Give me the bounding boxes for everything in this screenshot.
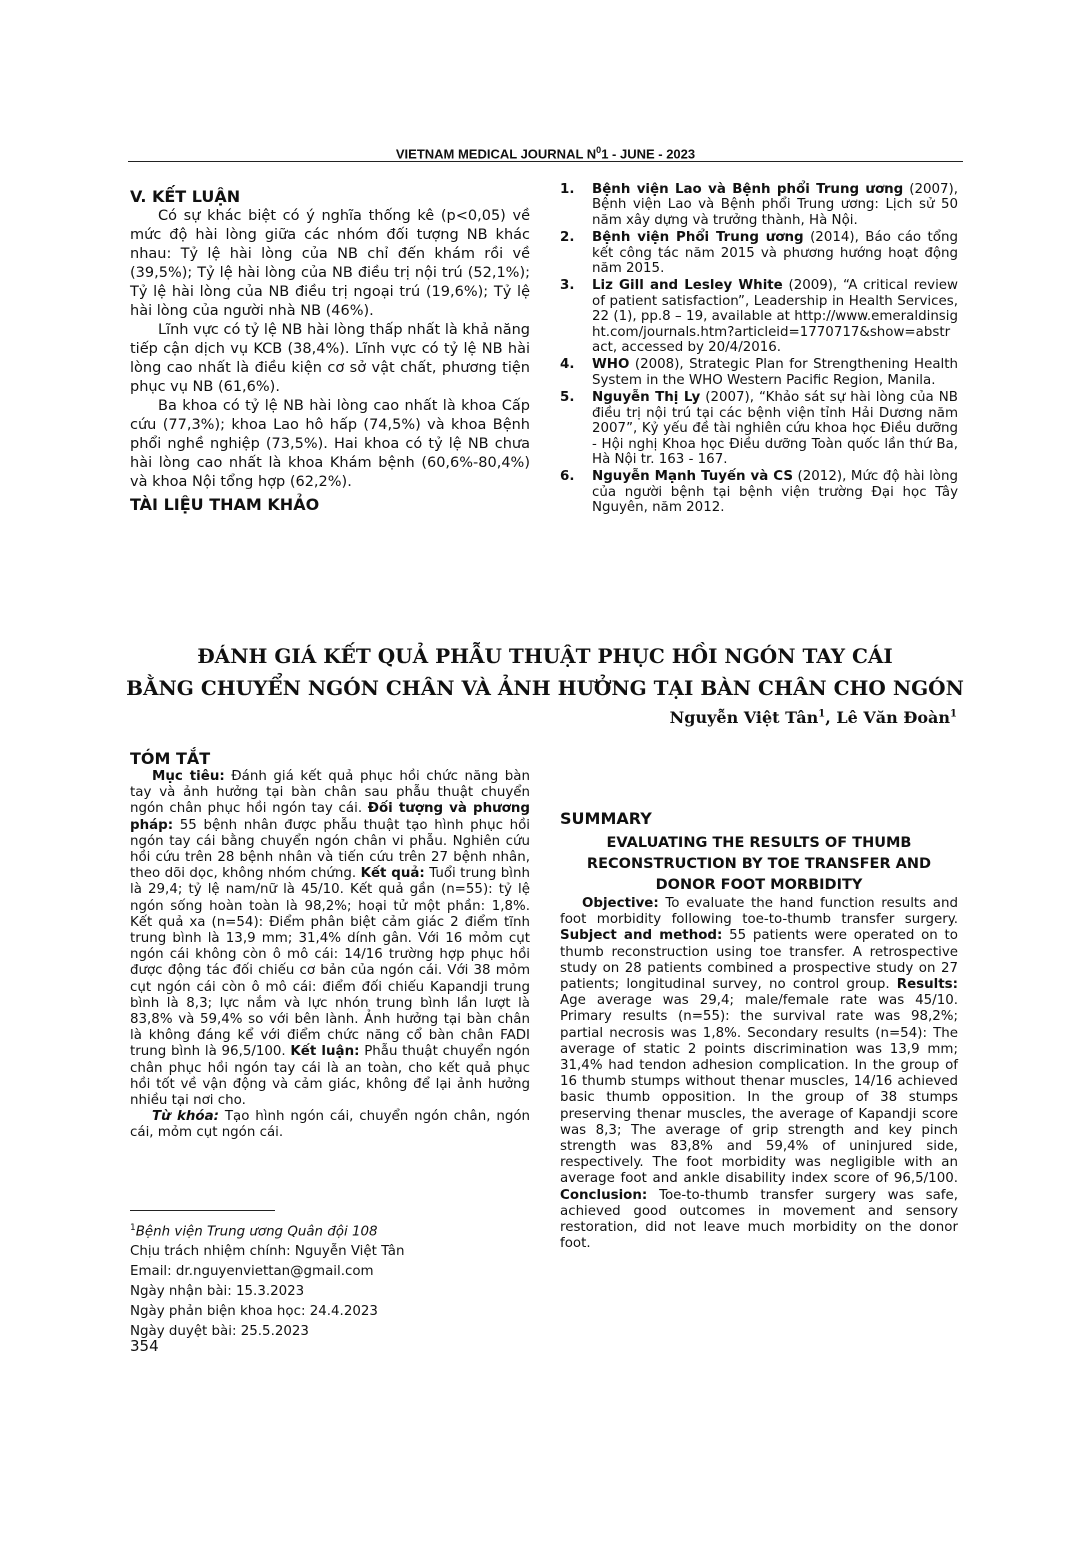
reference-item <box>560 278 958 355</box>
journal-header-suffix: 1 - JUNE - 2023 <box>601 146 696 162</box>
footnote-divider <box>130 1210 275 1211</box>
conclusion-paragraph: Ba khoa có tỷ lệ NB hài lòng cao nhất là khoa Cấp cứu (77,3%); khoa Lao hô hấp (74,5%) và khoa Bệnh phổi nghề nghiệp (73,5%). Hai khoa có tỷ lệ NB chưa hài lòng cao nhất là khoa Khám bệnh (60,6%-80,4%) và khoa Nội tổng hợp (62,2%). <box>130 398 530 490</box>
journal-header-prefix: VIETNAM MEDICAL JOURNAL N <box>395 146 597 162</box>
objective-label: Mục tiêu: <box>152 769 225 784</box>
reference-item <box>560 357 958 388</box>
conclusion-text: Phẫu thuật chuyển ngón chân phục hồi ngón tay cái là an toàn, cho kết quả phục hồi tốt về vận động và cảm giác, không để lại ảnh hưởng nhiều tại nơi cho. <box>130 1044 530 1109</box>
reference-author: Nguyễn Thị Ly <box>592 390 701 406</box>
conclusion-paragraph: Có sự khác biệt có ý nghĩa thống kê (p<0,05) về mức độ hài lòng giữa các nhóm đối tượng NB khác nhau: Tỷ lệ hài lòng của NB chỉ đến khám rồi về (39,5%); Tỷ lệ hài lòng của NB điều trị nội trú (52,1%); Tỷ lệ hài lòng của NB điều trị ngoại trú (19,6%); Tỷ lệ hài lòng của người nhà NB (46%). <box>130 208 530 319</box>
footnote-email: Email: dr.nguyenviettan@gmail.com <box>130 1264 374 1280</box>
reference-item <box>560 230 958 276</box>
page-number: 354 <box>130 1337 159 1355</box>
reference-item <box>560 469 958 515</box>
reference-text: (2007), “Khảo sát sự hài lòng của NB điều trị nội trú tại các bệnh viện tỉnh Hải Dương năm 2007”, Kỷ yếu đề tài nghiên cứu khoa học Điều dưỡng - Hội nghị Khoa học Điều dưỡng Toàn quốc lần thứ Ba, Hà Nội tr. 163 - 167. <box>592 390 958 467</box>
reference-number: 1. <box>560 182 575 197</box>
article-authors <box>670 708 957 727</box>
footnotes <box>130 1218 530 1342</box>
reference-text: (2014), Báo cáo tổng kết công tác năm 2015 và phương hướng hoạt động năm 2015. <box>592 230 958 277</box>
footnote-reviewed: Ngày phản biện khoa học: 24.4.2023 <box>130 1304 378 1320</box>
reference-number: 6. <box>560 469 575 485</box>
reference-text: (2007), Bệnh viện Lao và Bệnh phổi Trung ương: Lịch sử 50 năm xây dựng và trưởng thành, Hà Nội. <box>592 182 959 228</box>
summary-title: EVALUATING THE RESULTS OF THUMB RECONSTRUCTION BY TOE TRANSFER AND DONOR FOOT MORBIDITY <box>586 835 932 893</box>
reference-number: 3. <box>560 278 575 294</box>
summary-objective-text: To evaluate the hand function results and foot morbidity following toe-to-thumb transfer surgery. <box>560 896 958 928</box>
footnote-accepted: Ngày duyệt bài: 25.5.2023 <box>130 1324 309 1340</box>
reference-number: 2. <box>560 230 575 246</box>
summary-conclusion-label: Conclusion: <box>560 1187 648 1203</box>
reference-author: Bệnh viện Phổi Trung ương <box>592 230 804 246</box>
article-title-line: ĐÁNH GIÁ KẾT QUẢ PHẪU THUẬT PHỤC HỒI NGÓN TAY CÁI <box>197 644 893 668</box>
summary-method-text: 55 patients were operated on to thumb reconstruction using toe transfer. A retrospective study on 28 patients combined a prospective study on 27 patients; longitudinal survey, no control group. <box>560 928 958 993</box>
conclusion-paragraph: Lĩnh vực có tỷ lệ NB hài lòng thấp nhất là khả năng tiếp cận dịch vụ KCB (38,4%). Lĩnh vực có tỷ lệ NB hài lòng cao nhất là điều kiện cơ sở vật chất, phương tiện phục vụ NB (61,6%). <box>130 322 530 395</box>
summary-conclusion-text: Toe-to-thumb transfer surgery was safe, achieved good outcomes in movement and sensory restoration, did not leave much morbidity on the donor foot. <box>560 1187 958 1252</box>
reference-item <box>560 182 958 228</box>
reference-item <box>560 390 958 467</box>
reference-number: 5. <box>560 390 575 406</box>
keywords-text: Tạo hình ngón cái, chuyển ngón chân, ngón cái, mỏm cụt ngón cái. <box>130 1109 531 1141</box>
results-text: Tuổi trung bình là 29,4; tỷ lệ nam/nữ là 45/10. Kết quả gần (n=55): tỷ lệ ngón sống hoàn toàn là 98,2%; hoại tử một phần: 1,8%. Kết quả xa (n=54): Điểm phân biệt cảm giác 2 điểm tĩnh trung bình là 13,9 mm; 31,4% dính gân. Với 16 mỏm cụt ngón cái không còn ô mô cái: 14/16 trường hợp phục hồi được động tác đối chiếu cơ bản của ngón cái. Với 38 mỏm cụt ngón cái còn ô mô cái: điểm đối chiếu Kapandji trung bình là 8,3; lực nắm và lực nhón trung bình lần lượt là 83,8% và 59,4% so với bên lành. Ảnh hưởng tại bàn chân là không đáng kể với điểm chức năng cổ bàn chân FADI trung bình là 96,5/100. <box>130 866 530 1060</box>
reference-text: (2009), “A critical review of patient satisfaction”, Leadership in Health Services, 22 (1), pp.8 – 19, available at http://www.emeraldinsight.com/journals.htm?articleid=1770717&show=abstract, accessed by 20/4/2016. <box>592 278 958 356</box>
summary-body <box>560 896 958 1252</box>
reference-author: WHO <box>592 357 630 373</box>
abstract-vi-section <box>130 748 530 1142</box>
summary-results-text: Age average was 29,4; male/female rate was 45/10. Primary results (n=55): the survival rate was 98,2%; partial necrosis was 1,8%. Secondary results (n=54): The average of static 2 points discrimination was 13,9 mm; 31,4% had tendon adhesion complication. In the group of 16 thumb stumps without thenar muscles, 14/16 achieved basic thumb opposition. In the group of 38 stumps preserving thenar muscles, the average of Kapandji score was 8,3; The average of grip strength and key pinch strength was 83,8% and 59,4% of uninjured side, respectively. The foot morbidity was negligible with an average foot and ankle disability index score of 96,5/100. <box>560 993 958 1187</box>
summary-method-label: Subject and method: <box>560 928 723 944</box>
method-text: 55 bệnh nhân được phẫu thuật tạo hình phục hồi ngón tay cái bằng chuyển ngón chân vi phẫu. Nghiên cứu hồi cứu trên 28 bệnh nhân và tiến cứu trên 27 bệnh nhân, theo dõi dọc, không nhóm chứng. <box>130 817 530 882</box>
author-name: Lê Văn Đoàn <box>836 708 951 727</box>
author-affiliation-sup: 1 <box>818 708 826 720</box>
footnote-received: Ngày nhận bài: 15.3.2023 <box>130 1284 305 1300</box>
footnote-affiliation-text: Bệnh viện Trung ương Quân đội 108 <box>135 1224 378 1240</box>
reference-author: Liz Gill and Lesley White <box>592 278 783 294</box>
article-title-line: BẰNG CHUYỂN NGÓN CHÂN VÀ ẢNH HƯỞNG TẠI BÀN CHÂN CHO NGÓN <box>126 676 964 700</box>
journal-header-sup: 0 <box>596 145 602 155</box>
reference-number: 4. <box>560 357 575 373</box>
references-heading: TÀI LIỆU THAM KHẢO <box>130 495 320 514</box>
keywords-line <box>130 1109 530 1141</box>
conclusion-label: Kết luận: <box>290 1044 360 1060</box>
summary-heading: SUMMARY <box>560 809 652 828</box>
conclusion-section <box>130 186 530 515</box>
results-label: Kết quả: <box>360 866 425 882</box>
objective-text: Đánh giá kết quả phục hồi chức năng bàn tay và ảnh hưởng tại bàn chân sau phẫu thuật chuyển ngón chân phục hồi ngón tay cái. <box>130 769 530 817</box>
reference-author: Bệnh viện Lao và Bệnh phổi Trung ương <box>592 182 904 197</box>
reference-text: (2008), Strategic Plan for Strengthening Health System in the WHO Western Pacific Region, Manila. <box>592 357 958 388</box>
reference-text: (2012), Mức độ hài lòng của người bệnh tại bệnh viện trường Đại học Tây Nguyên, năm 2012. <box>592 469 958 516</box>
footnote-responsible: Chịu trách nhiệm chính: Nguyễn Việt Tân <box>130 1244 405 1260</box>
references-section <box>560 182 958 518</box>
abstract-vi-body <box>130 769 530 1109</box>
footnote-affiliation-sup: 1 <box>130 1223 136 1233</box>
summary-objective-label: Objective: <box>582 896 659 911</box>
author-name: Nguyễn Việt Tân <box>669 708 819 727</box>
article-title <box>120 640 970 704</box>
method-label: Đối tượng và phương pháp: <box>130 801 530 833</box>
keywords-label: Từ khóa: <box>152 1109 219 1125</box>
abstract-vi-heading: TÓM TẮT <box>130 749 211 768</box>
references-list <box>560 182 958 516</box>
reference-author: Nguyễn Mạnh Tuyến và CS <box>592 469 793 485</box>
summary-results-label: Results: <box>896 977 958 993</box>
footnote-affiliation <box>130 1218 530 1242</box>
summary-en-section <box>560 808 958 1252</box>
journal-header <box>128 140 963 162</box>
conclusion-heading: V. KẾT LUẬN <box>130 187 241 206</box>
author-affiliation-sup: 1 <box>950 708 957 720</box>
author-separator: , <box>825 708 837 727</box>
